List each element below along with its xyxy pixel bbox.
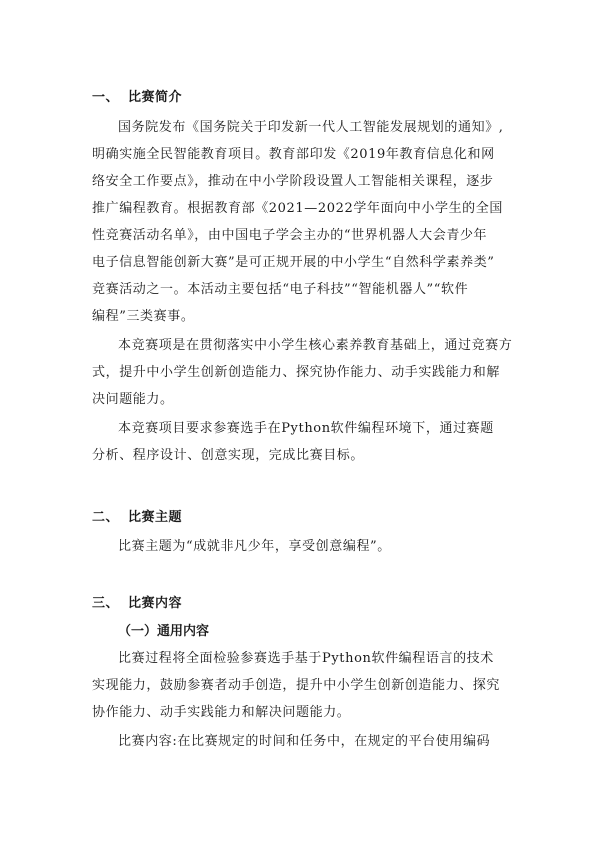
paragraph-line: 分析、程序设计、创意实现，完成比赛目标。 — [92, 448, 365, 463]
paragraph-line: 国务院发布《国务院关于印发新一代人工智能发展规划的通知》, — [118, 120, 504, 135]
paragraph-line: 本竞赛项是在贯彻落实中小学生核心素养教育基础上，通过竞赛方 — [118, 338, 513, 353]
paragraph-line: 电子信息智能创新大赛”是可正规开展的中小学生“自然科学素养类” — [92, 255, 495, 270]
section-number: 三、 — [92, 596, 120, 611]
section-heading-1 — [92, 86, 182, 105]
paragraph-line: 推广编程教育。根据教育部《2021—2022学年面向中小学生的全国 — [92, 201, 503, 216]
paragraph-line: 决问题能力。 — [92, 392, 174, 407]
paragraph-line: 比赛主题为“成就非凡少年，享受创意编程”。 — [118, 539, 391, 554]
section-title: 比赛内容 — [128, 596, 183, 611]
section-title: 比赛主题 — [128, 510, 183, 525]
section-title: 比赛简介 — [128, 90, 183, 105]
section-heading-2 — [92, 506, 182, 525]
paragraph-line: 竞赛活动之一。本活动主要包括“电子科技”“智能机器人”“软件 — [92, 282, 469, 297]
paragraph-line: 式，提升中小学生创新创造能力、探究协作能力、动手实践能力和解 — [92, 365, 501, 380]
section-heading-3 — [92, 592, 182, 611]
subsection-heading: （一）通用内容 — [118, 624, 210, 639]
paragraph-line: 性竞赛活动名单》，由中国电子学会主办的“世界机器人大会青少年 — [92, 228, 488, 243]
paragraph-line: 比赛过程将全面检验参赛选手基于Python软件编程语言的技术 — [118, 651, 494, 666]
paragraph-line: 本竞赛项目要求参赛选手在Python软件编程环境下，通过赛题 — [118, 421, 494, 436]
paragraph-line: 比赛内容:在比赛规定的时间和任务中，在规定的平台使用编码 — [118, 734, 491, 749]
paragraph-line: 络安全工作要点》，推动在中小学阶段设置人工智能相关课程，逐步 — [92, 174, 494, 189]
section-number: 一、 — [92, 90, 120, 105]
section-number: 二、 — [92, 510, 120, 525]
paragraph-line: 协作能力、动手实践能力和解决问题能力。 — [92, 705, 351, 720]
paragraph-line: 编程”三类赛事。 — [92, 309, 195, 324]
paragraph-line: 实现能力，鼓励参赛者动手创造，提升中小学生创新创造能力、探究 — [92, 678, 501, 693]
paragraph-line: 明确实施全民智能教育项目。教育部印发《2019年教育信息化和网 — [92, 147, 495, 162]
